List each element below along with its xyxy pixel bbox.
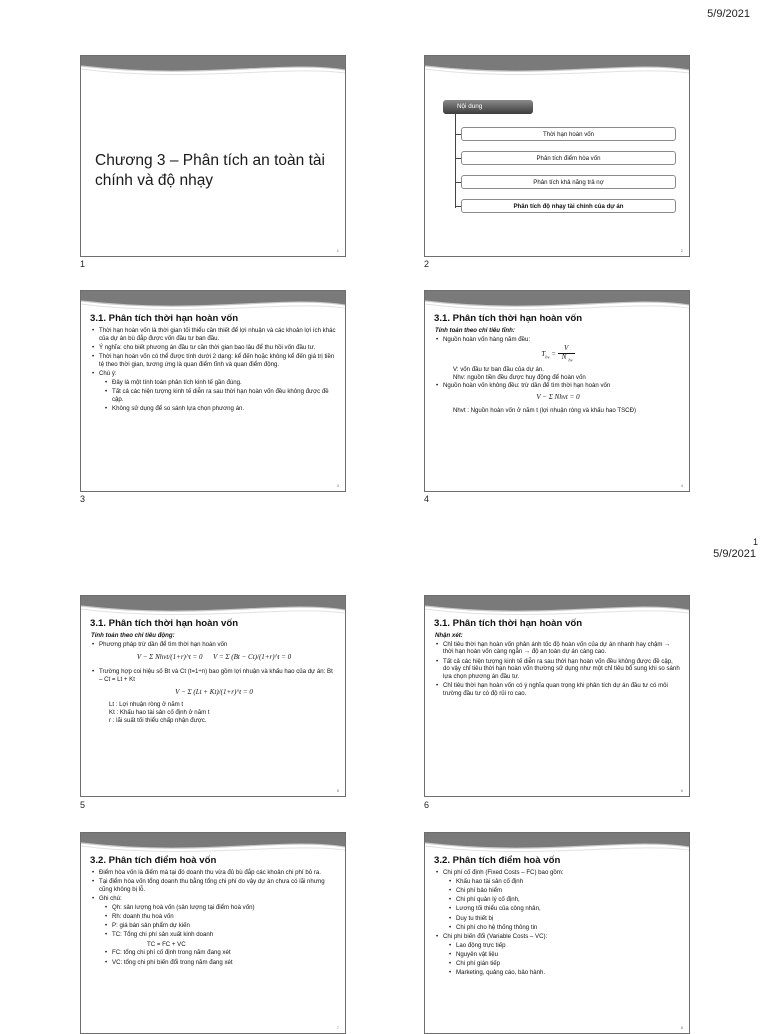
note: Nhv: nguồn tiền đều được huy động để hoàn vốn <box>453 373 586 381</box>
sub-bullet: • Không sử dụng để so sánh lựa chọn phương án. <box>112 405 337 413</box>
bullet-text: Chú ý: <box>99 370 117 378</box>
slide-6 <box>424 595 690 797</box>
slide-corner-number: 5 <box>336 788 339 793</box>
slide-5-number: 5 <box>80 800 86 810</box>
slide-5 <box>80 595 346 797</box>
sub-bullet: • VC: tổng chi phí biến đổi trong năm đang xét <box>112 959 337 967</box>
sub-bullet: • Đây là một tính toán phân tích kinh tế gần đúng. <box>112 379 337 387</box>
slide-title: 3.1. Phân tích thời hạn hoàn vốn <box>434 618 583 629</box>
sub-bullet: • Duy tu thiết bị <box>456 915 681 923</box>
bullet <box>443 869 681 931</box>
note: Kt : Khấu hao tài sản cố định ở năm t <box>109 708 210 716</box>
bullet: • Phương pháp trừ dần để tìm thời hạn hoàn vốn <box>99 641 337 649</box>
slide-corner-number: 1 <box>336 248 339 253</box>
note: V: vốn đầu tư ban đầu của dự án. <box>453 366 544 374</box>
sub-bullet: • Chi phí bảo hiểm <box>456 887 681 895</box>
bullet: • Thời hạn hoàn vốn là thời gian tối thiểu cần thiết để lợi nhuận và các khoản lợi ích khác của dự án bù đắp được vốn đầu tư ban đầu. <box>99 327 337 342</box>
bullet: • Nguồn hoàn vốn hàng năm đều: <box>443 336 681 344</box>
slide-4-number: 4 <box>424 494 430 504</box>
bullet: • Tất cả các hiện tượng kinh tế diễn ra sau thời hạn hoàn vốn đều không được đề cập, do vậy chỉ tiêu thời hạn hoàn vốn thường sử dụng như một chỉ tiêu bổ sung khi so sánh lựa chọn phương án đầu tư. <box>443 658 681 681</box>
bullet: • Chỉ tiêu thời hạn hoàn vốn có ý nghĩa quan trọng khi phân tích dự án đầu tư có môi trường đầu tư có độ rủi ro cao. <box>443 682 681 697</box>
sub-bullet: • Nguyên vật liệu <box>456 951 681 959</box>
slide-body <box>91 632 337 724</box>
sub-bullet: • Lao động trực tiếp <box>456 942 681 950</box>
slide-3-number: 3 <box>80 494 86 504</box>
slide-4 <box>424 290 690 492</box>
bullet: • Nguồn hoàn vốn không đều: trừ dần để tìm thời hạn hoàn vốn <box>443 382 681 390</box>
bullet: • Tại điểm hòa vốn tổng doanh thu bằng tổng chi phí do vậy dự án chưa có lãi nhưng cũng không bị lỗ. <box>99 878 337 893</box>
slide-header-wave <box>81 56 345 90</box>
toc-item: Phân tích khả năng trả nợ <box>461 175 676 189</box>
slide-corner-number: 7 <box>336 1025 339 1030</box>
sub-bullet: • Chi phí cho hệ thống thông tin <box>456 924 681 932</box>
sub-bullet: • Marketing, quảng cáo, bảo hành. <box>456 969 681 977</box>
slide-corner-number: 4 <box>680 483 683 488</box>
sub-bullet: • P: giá bán sản phẩm dự kiến <box>112 922 337 930</box>
slide-title: Chương 3 – Phân tích an toàn tài chính và độ nhạy <box>95 152 325 189</box>
subheading: Tính toán theo chỉ tiêu động: <box>91 632 175 639</box>
sub-bullet: • Tất cả các hiện tượng kinh tế diễn ra sau thời hạn hoàn vốn đều không được đề cập. <box>112 388 337 403</box>
bullet <box>99 370 337 413</box>
formula-row <box>91 654 337 662</box>
slide-title: 3.1. Phân tích thời hạn hoàn vốn <box>90 618 239 629</box>
bullet: • Ý nghĩa: cho biết phương án đầu tư cần thời gian bao lâu để thu hồi vốn đầu tư. <box>99 344 337 352</box>
slide-7 <box>80 832 346 1034</box>
formula-payback-dynamic: V − Σ Nhvt/(1+r)^t = 0 <box>136 653 203 662</box>
slide-body <box>91 869 337 968</box>
bullet <box>443 933 681 977</box>
subheading: Tính toán theo chỉ tiêu tĩnh: <box>435 327 515 334</box>
slide-8 <box>424 832 690 1034</box>
date-header-middle: 5/9/2021 <box>713 548 756 560</box>
bullet: • Chỉ tiêu thời hạn hoàn vốn phản ánh tốc độ hoàn vốn của dự án nhanh hay chậm → thời hạn hoàn vốn càng ngắn → độ an toàn dự án càng cao. <box>443 641 681 656</box>
bullet <box>99 895 337 966</box>
sub-bullet: • Qh: sản lượng hoà vốn (sản lượng tại điểm hoà vốn) <box>112 904 337 912</box>
bullet: • Trường hợp coi hiệu số Bt và Ct (t=1÷n) bao gồm lợi nhuận và khấu hao của dự án: Bt – Ct = Lt + Kt <box>99 668 337 683</box>
formula-payback-uneven: V − Σ Nhvt = 0 <box>536 393 580 402</box>
bullet-text: Chi phí cố định (Fixed Costs – FC) bao gồm: <box>443 869 564 876</box>
slide-corner-number: 3 <box>336 483 339 488</box>
toc-heading: Nội dung <box>443 100 533 114</box>
slide-2 <box>424 55 690 257</box>
sub-bullet: • Chi phí quản lý cố định, <box>456 896 681 904</box>
formula-payback-static: $T_{hv}$ = $\frac{V}{N _{hv}}$ <box>541 344 573 363</box>
slide-body <box>435 869 681 978</box>
slide-body <box>435 632 681 699</box>
subheading: Nhận xét: <box>435 632 463 639</box>
slide-2-number: 2 <box>424 259 430 269</box>
slide-title: 3.2. Phân tích điểm hoà vốn <box>90 855 217 866</box>
slide-6-number: 6 <box>424 800 430 810</box>
note: Lt : Lợi nhuận ròng ở năm t <box>109 701 184 709</box>
bullet: • Điểm hòa vốn là điểm mà tại đó doanh thu vừa đủ bù đắp các khoản chi phí bỏ ra. <box>99 869 337 877</box>
slide-1-number: 1 <box>80 259 86 269</box>
bullet-text: Ghi chú: <box>99 895 122 903</box>
slide-body <box>91 327 337 414</box>
sub-bullet: • Chi phí gián tiếp <box>456 960 681 968</box>
bullet-text: Chi phí biến đổi (Variable Costs – VC): <box>443 932 548 940</box>
slide-body <box>435 327 681 415</box>
slide-3 <box>80 290 346 492</box>
slide-title: 3.1. Phân tích thời hạn hoàn vốn <box>434 313 583 324</box>
sub-bullet: • Rh: doanh thu hoà vốn <box>112 913 337 921</box>
note: r : lãi suất tối thiểu chấp nhận được. <box>109 716 207 724</box>
toc-item: Phân tích điểm hòa vốn <box>461 151 676 165</box>
slide-corner-number: 2 <box>680 248 683 253</box>
bullet: • Thời hạn hoàn vốn có thể được tính dưới 2 dạng: kể đến hoặc không kể đến giá trị tiền tệ theo thời gian, tương ứng là quan điểm tĩnh và quan điểm động. <box>99 353 337 368</box>
formula-payback-benefit-cost: V = Σ (Bt − Ct)/(1+r)^t = 0 <box>213 653 292 662</box>
slide-title: 3.2. Phân tích điểm hoà vốn <box>434 855 561 866</box>
slide-header-wave <box>425 56 689 90</box>
toc-item: Thời hạn hoàn vốn <box>461 127 676 141</box>
formula-total-cost: TC = FC + VC <box>147 940 186 948</box>
sheet-page-number: 1 <box>752 537 758 547</box>
slide-corner-number: 8 <box>680 1025 683 1030</box>
formula-payback-profit-depreciation: V − Σ (Lt + Kt)/(1+r)^t = 0 <box>175 687 253 696</box>
slide-title: 3.1. Phân tích thời hạn hoàn vốn <box>90 313 239 324</box>
toc-connector <box>455 114 456 208</box>
sub-bullet: • FC: tổng chi phí cố định trong năm đang xét <box>112 949 337 957</box>
date-header-top: 5/9/2021 <box>707 8 750 20</box>
sub-bullet: • TC: Tổng chi phí sản xuất kinh doanh <box>112 931 337 939</box>
slide-corner-number: 6 <box>680 788 683 793</box>
sub-bullet: • Lương tối thiểu của công nhân, <box>456 905 681 913</box>
sub-bullet: • Khấu hao tài sản cố định <box>456 878 681 886</box>
note: Nhvt : Nguồn hoàn vốn ở năm t (lợi nhuận ròng và khấu hao TSCĐ) <box>453 407 637 415</box>
toc-item: Phân tích độ nhạy tài chính của dự án <box>461 199 676 213</box>
slide-1 <box>80 55 346 257</box>
